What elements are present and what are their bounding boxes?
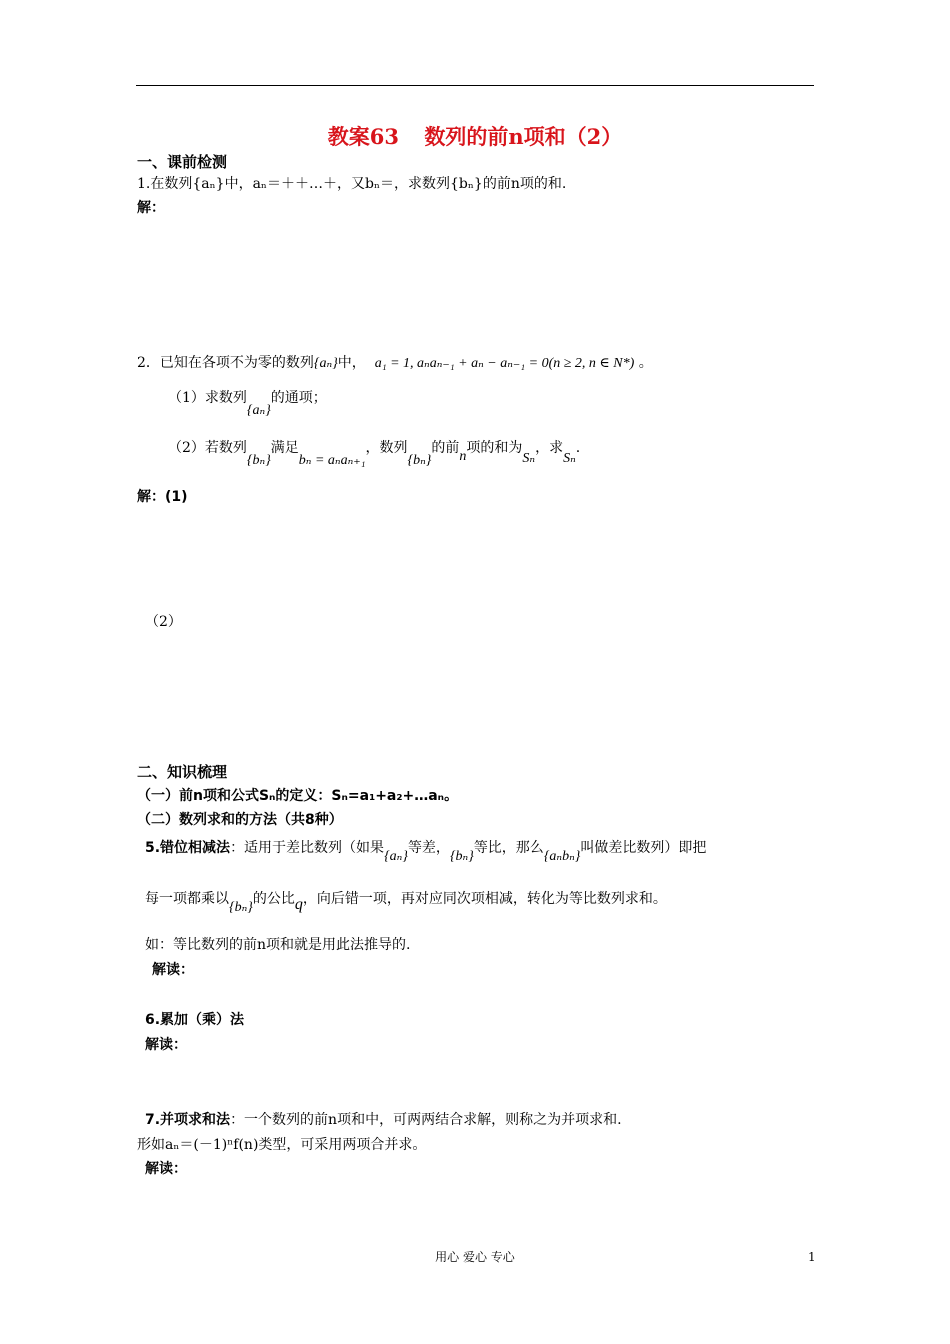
- section2-heading: 二、知识梳理: [137, 763, 228, 781]
- header-rule: [136, 85, 814, 86]
- page-title: 教案63 数列的前n项和（2）: [327, 124, 623, 149]
- method-5-example: 如：等比数列的前n项和就是用此法推导的.: [145, 937, 411, 953]
- method-5: 5.错位相减法：适用于差比数列（如果{aₙ}等差，{bₙ}等比，那么{aₙbₙ}叫做差比数列）即把: [145, 840, 707, 864]
- sum-definition: （一）前n项和公式Sₙ的定义：Sₙ=a₁+a₂+…aₙ。: [137, 788, 459, 804]
- page-number: 1: [808, 1250, 816, 1264]
- method-7-title: 7.并项求和法: [145, 1112, 231, 1128]
- question-2: 2．已知在各项不为零的数列{aₙ}中， a₁ = 1, aₙaₙ₋₁ + aₙ − aₙ₋₁ = 0(n ≥ 2, n ∈ N*) 。: [137, 355, 653, 371]
- q2-solution-label: 解：(1): [137, 489, 188, 505]
- method-7: 7.并项求和法：一个数列的前n项和中，可两两结合求解，则称之为并项求和.: [145, 1112, 622, 1128]
- q2-part-1: （1）求数列{aₙ}的通项；: [168, 390, 327, 418]
- question-1: 1.在数列{aₙ}中，aₙ＝＋＋…＋，又bₙ＝，求数列{bₙ}的前n项的和.: [137, 176, 567, 192]
- q2-sequence: {aₙ}: [313, 356, 338, 371]
- q2-part-2: （2）若数列{bₙ}满足bₙ = aₙaₙ₊₁，数列{bₙ}的前n项的和为Sₙ，求Sₙ.: [168, 440, 581, 468]
- method-6-reading: 解读：: [145, 1037, 187, 1053]
- method-6-title: 6.累加（乘）法: [145, 1012, 245, 1028]
- method-5-title: 5.错位相减法: [145, 840, 231, 856]
- method-7-form: 形如aₙ＝(－1)ⁿf(n)类型，可采用两项合并求。: [137, 1137, 427, 1153]
- method-5-reading: 解读：: [152, 962, 194, 978]
- page-footer: 用心 爱心 专心: [435, 1250, 515, 1264]
- method-5-line-2: 每一项都乘以{bₙ}的公比q，向后错一项，再对应同次项相减，转化为等比数列求和。: [145, 891, 667, 915]
- q1-solution-label: 解：: [137, 200, 165, 216]
- method-7-reading: 解读：: [145, 1161, 187, 1177]
- q2-solution-part-2: （2）: [145, 614, 182, 630]
- methods-heading: （二）数列求和的方法（共8种）: [137, 812, 343, 828]
- q2-condition: a₁ = 1, aₙaₙ₋₁ + aₙ − aₙ₋₁ = 0(n ≥ 2, n ∈ N*): [374, 356, 635, 371]
- section1-heading: 一、课前检测: [137, 153, 228, 171]
